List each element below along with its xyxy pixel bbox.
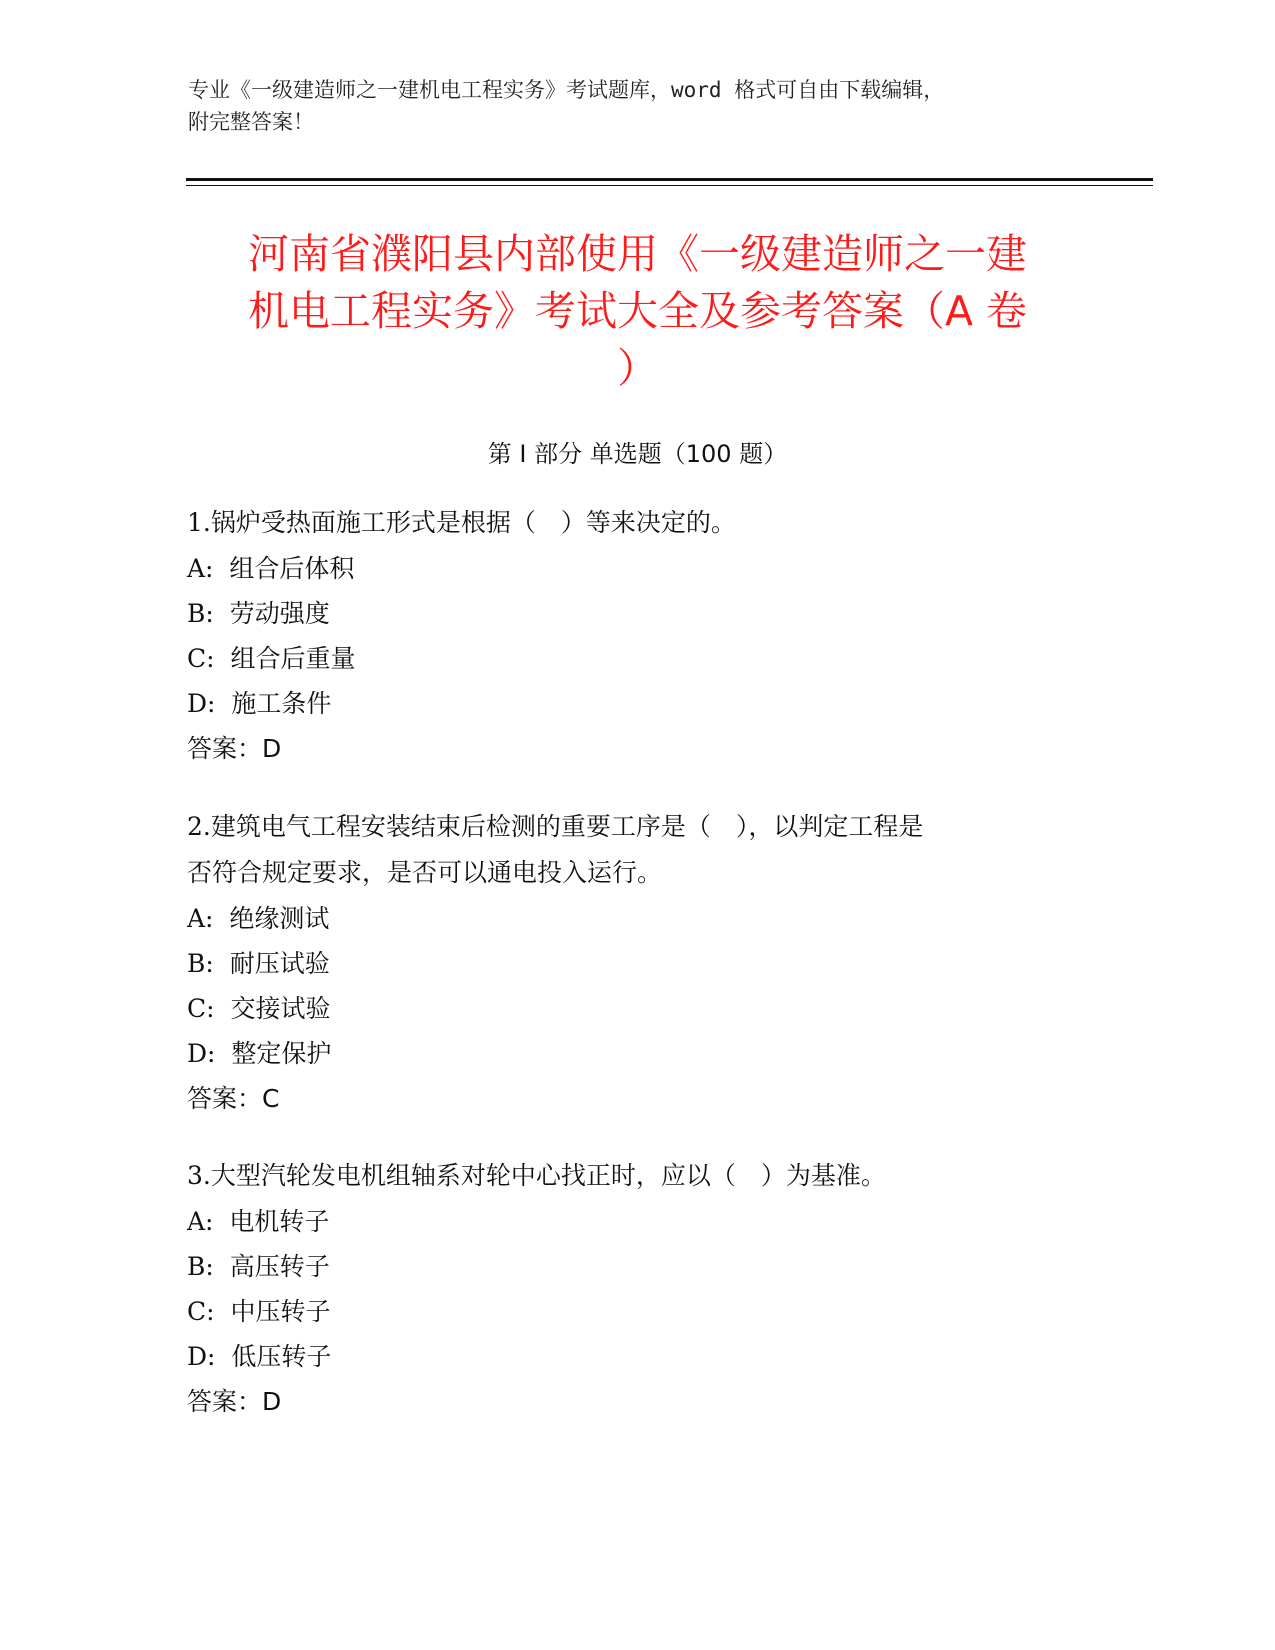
- option-c: C: 交接试验: [187, 994, 331, 1023]
- answer: 答案：C: [187, 1084, 280, 1113]
- answer: 答案：D: [187, 734, 282, 763]
- question-2: [187, 804, 1087, 1121]
- question-stem-line-1: 2.建筑电气工程安装结束后检测的重要工序是（ ），以判定工程是: [187, 812, 924, 841]
- option-a: A: 组合后体积: [187, 554, 355, 583]
- header-divider-thin: [186, 185, 1153, 186]
- option-c: C: 组合后重量: [187, 644, 356, 673]
- header-note-line-1: 专业《一级建造师之一建机电工程实务》考试题库，word 格式可自由下载编辑，: [188, 78, 945, 102]
- question-3: [187, 1153, 1087, 1424]
- question-stem: 3.大型汽轮发电机组轴系对轮中心找正时，应以（ ）为基准。: [187, 1161, 886, 1190]
- option-d: D: 施工条件: [187, 689, 332, 718]
- question-stem: 1.锅炉受热面施工形式是根据（ ）等来决定的。: [187, 508, 736, 537]
- header-note: [188, 74, 1088, 138]
- option-b: B: 耐压试验: [187, 949, 330, 978]
- option-b: B: 高压转子: [187, 1252, 330, 1281]
- document-title: [180, 226, 1095, 397]
- section-title: 第 I 部分 单选题（100 题）: [487, 440, 788, 468]
- option-c: C: 中压转子: [187, 1297, 331, 1326]
- option-b: B: 劳动强度: [187, 599, 330, 628]
- option-d: D: 低压转子: [187, 1342, 332, 1371]
- option-d: D: 整定保护: [187, 1039, 332, 1068]
- question-1: [187, 500, 1087, 771]
- header-note-line-2: 附完整答案！: [188, 110, 314, 134]
- document-title-line-3: ）: [617, 344, 658, 392]
- option-a: A: 电机转子: [187, 1207, 330, 1236]
- option-a: A: 绝缘测试: [187, 904, 330, 933]
- document-title-line-2: 机电工程实务》考试大全及参考答案（A 卷: [247, 287, 1028, 335]
- question-stem-line-2: 否符合规定要求，是否可以通电投入运行。: [187, 858, 663, 887]
- header-divider-thick: [186, 178, 1153, 181]
- answer: 答案：D: [187, 1387, 282, 1416]
- document-title-line-1: 河南省濮阳县内部使用《一级建造师之一建: [248, 230, 1027, 278]
